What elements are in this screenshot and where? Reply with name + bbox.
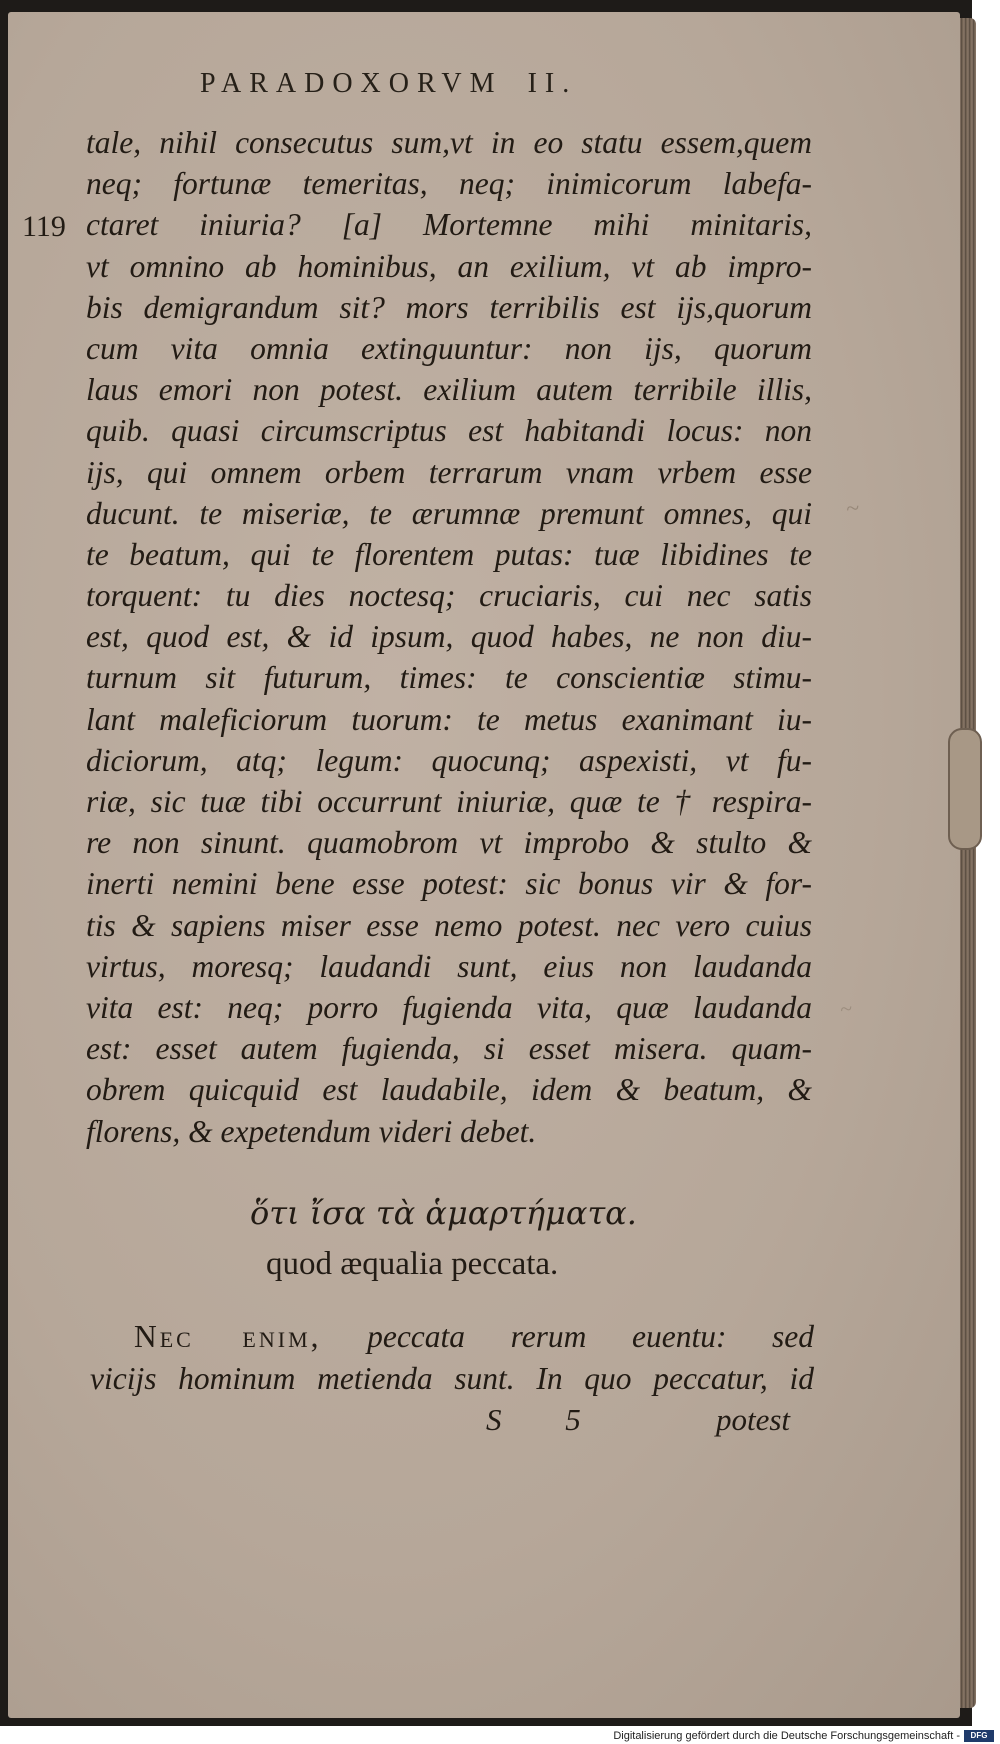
body-line: laus emori non potest. exilium autem terribile illis, [86,372,812,408]
body-line: florens, & expetendum videri debet. [86,1113,537,1149]
body-line: te beatum, qui te florentem putas: tuæ libidines te [86,536,812,572]
body-line: re non sinunt. quamobrom vt improbo & stulto & [86,825,812,861]
section-line [134,1316,814,1358]
section-latin-title: quod æqualia peccata. [266,1246,559,1282]
page-number: II. [527,68,578,99]
opening-caps: Nec enim, [134,1319,322,1354]
body-line: ducunt. te miseriæ, te ærumnæ premunt omnes, qui [86,495,812,531]
body-text [86,122,812,1152]
body-line: riæ, sic tuæ tibi occurrunt iniuriæ, quæ te † respira- [86,784,812,819]
body-line: diciorum, atq; legum: quocunq; aspexisti, vt fu- [86,742,812,778]
body-line: ijs, qui omnem orbem terrarum vnam vrbem esse [86,454,812,490]
body-line: turnum sit futurum, times: te conscientiæ stimu- [86,660,812,696]
body-line: neq; fortunæ temeritas, neq; inimicorum labefa- [86,166,812,202]
book-clasp [948,728,982,850]
body-line: bis demigrandum sit? mors terribilis est ijs,quorum [86,289,812,325]
faded-annotation: ~ [845,495,860,523]
body-line: quib. quasi circumscriptus est habitandi locus: non [86,413,812,449]
body-line: est: esset autem fugienda, si esset misera. quam- [86,1031,812,1067]
body-line: virtus, moresq; laudandi sunt, eius non laudanda [86,948,812,984]
body-line: torquent: tu dies noctesq; cruciaris, cui nec satis [86,578,812,614]
section-greek-title: ὅτι ἴσα τὰ ἁμαρτήματα. [250,1194,637,1232]
body-line: vita est: neq; porro fugienda vita, quæ laudanda [86,989,812,1025]
catchword: potest [716,1402,791,1437]
body-line: inerti nemini bene esse potest: sic bonus vir & for- [86,866,812,902]
body-line: obrem quicquid est laudabile, idem & beatum, & [86,1072,812,1108]
footer-credit: Digitalisierung gefördert durch die Deutsche Forschungsgemeinschaft - [613,1730,960,1742]
section-line-1-rest: peccata rerum euentu: sed [367,1319,815,1354]
body-line: ctaret iniuria? [a] Mortemne mihi minitaris, [86,207,812,243]
faded-annotation: ~ [838,995,854,1022]
body-line: vt omnino ab hominibus, an exilium, vt ab impro- [86,248,812,284]
body-line: cum vita omnia extinguuntur: non ijs, quorum [86,330,812,366]
body-line: tale, nihil consecutus sum,vt in eo statu essem,quem [86,125,812,160]
running-title: PARADOXORVM [200,68,503,99]
body-line: lant maleficiorum tuorum: te metus exanimant iu- [86,701,812,737]
footer-bar [0,1728,1000,1744]
body-line: tis & sapiens miser esse nemo potest. nec vero cuius [86,907,812,943]
section-text [90,1316,815,1400]
running-head [200,68,700,100]
page-edges [958,18,976,1708]
dfg-logo-icon: DFG [964,1730,994,1742]
section-line-2: vicijs hominum metienda sunt. In quo peccatur, id [90,1361,814,1396]
margin-line-number: 119 [22,210,66,243]
body-line: est, quod est, & id ipsum, quod habes, ne non diu- [86,619,812,655]
signature-mark: S 5 [486,1402,609,1437]
